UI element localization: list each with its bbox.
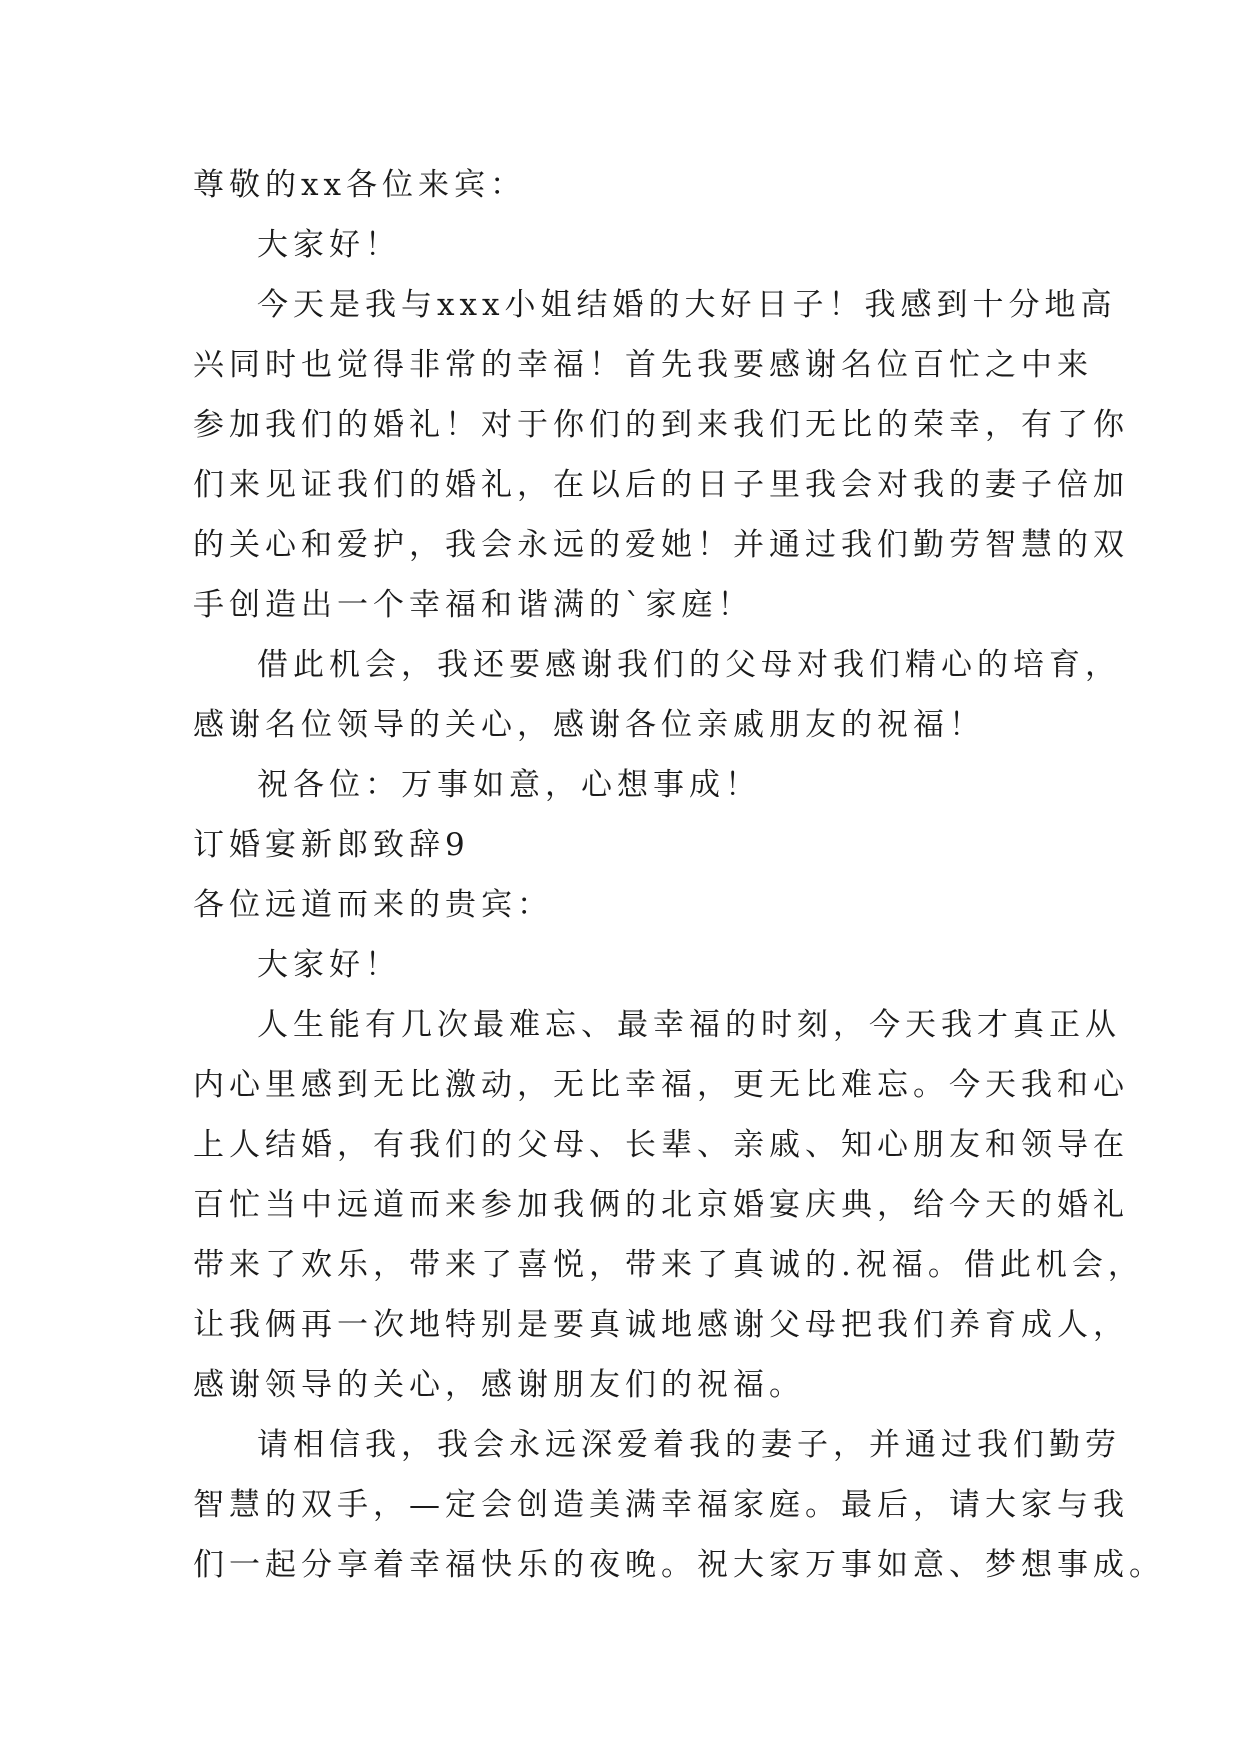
- text-line: 让我俩再一次地特别是要真诚地感谢父母把我们养育成人，: [193, 1307, 1129, 1343]
- text-line: 借此机会，我还要感谢我们的父母对我们精心的培育，: [257, 647, 1121, 683]
- text-line: 手创造出一个幸福和谐满的`家庭！: [193, 587, 754, 623]
- text-line: 兴同时也觉得非常的幸福！首先我要感谢名位百忙之中来: [193, 347, 1093, 383]
- text-line: 智慧的双手，—定会创造美满幸福家庭。最后，请大家与我: [193, 1487, 1129, 1523]
- text-line: 尊敬的xx各位来宾：: [193, 167, 526, 203]
- text-line: 各位远道而来的贵宾：: [193, 887, 553, 923]
- text-line: 大家好！: [257, 227, 401, 263]
- text-line: 参加我们的婚礼！对于你们的到来我们无比的荣幸，有了你: [193, 407, 1129, 443]
- text-line: 大家好！: [257, 947, 401, 983]
- document-body: [193, 155, 1165, 1595]
- text-line: 感谢名位领导的关心，感谢各位亲戚朋友的祝福！: [193, 707, 985, 743]
- text-line: 百忙当中远道而来参加我俩的北京婚宴庆典，给今天的婚礼: [193, 1187, 1129, 1223]
- text-line: 带来了欢乐，带来了喜悦，带来了真诚的.祝福。借此机会，: [193, 1247, 1144, 1283]
- text-line: 的关心和爱护，我会永远的爱她！并通过我们勤劳智慧的双: [193, 527, 1129, 563]
- text-line: 内心里感到无比激动，无比幸福，更无比难忘。今天我和心: [193, 1067, 1129, 1103]
- text-line: 请相信我，我会永远深爱着我的妻子，并通过我们勤劳: [257, 1427, 1121, 1463]
- text-line: 上人结婚，有我们的父母、长辈、亲戚、知心朋友和领导在: [193, 1127, 1129, 1163]
- text-line: 感谢领导的关心，感谢朋友们的祝福。: [193, 1367, 805, 1403]
- text-line: 们一起分享着幸福快乐的夜晚。祝大家万事如意、梦想事成。: [193, 1547, 1165, 1583]
- text-line: 们来见证我们的婚礼，在以后的日子里我会对我的妻子倍加: [193, 467, 1129, 503]
- text-line: 今天是我与xxx小姐结婚的大好日子！我感到十分地高: [257, 287, 1117, 323]
- text-line: 人生能有几次最难忘、最幸福的时刻，今天我才真正从: [257, 1007, 1121, 1043]
- section-heading: 订婚宴新郎致辞9: [193, 827, 470, 863]
- text-line: 祝各位：万事如意，心想事成！: [257, 767, 761, 803]
